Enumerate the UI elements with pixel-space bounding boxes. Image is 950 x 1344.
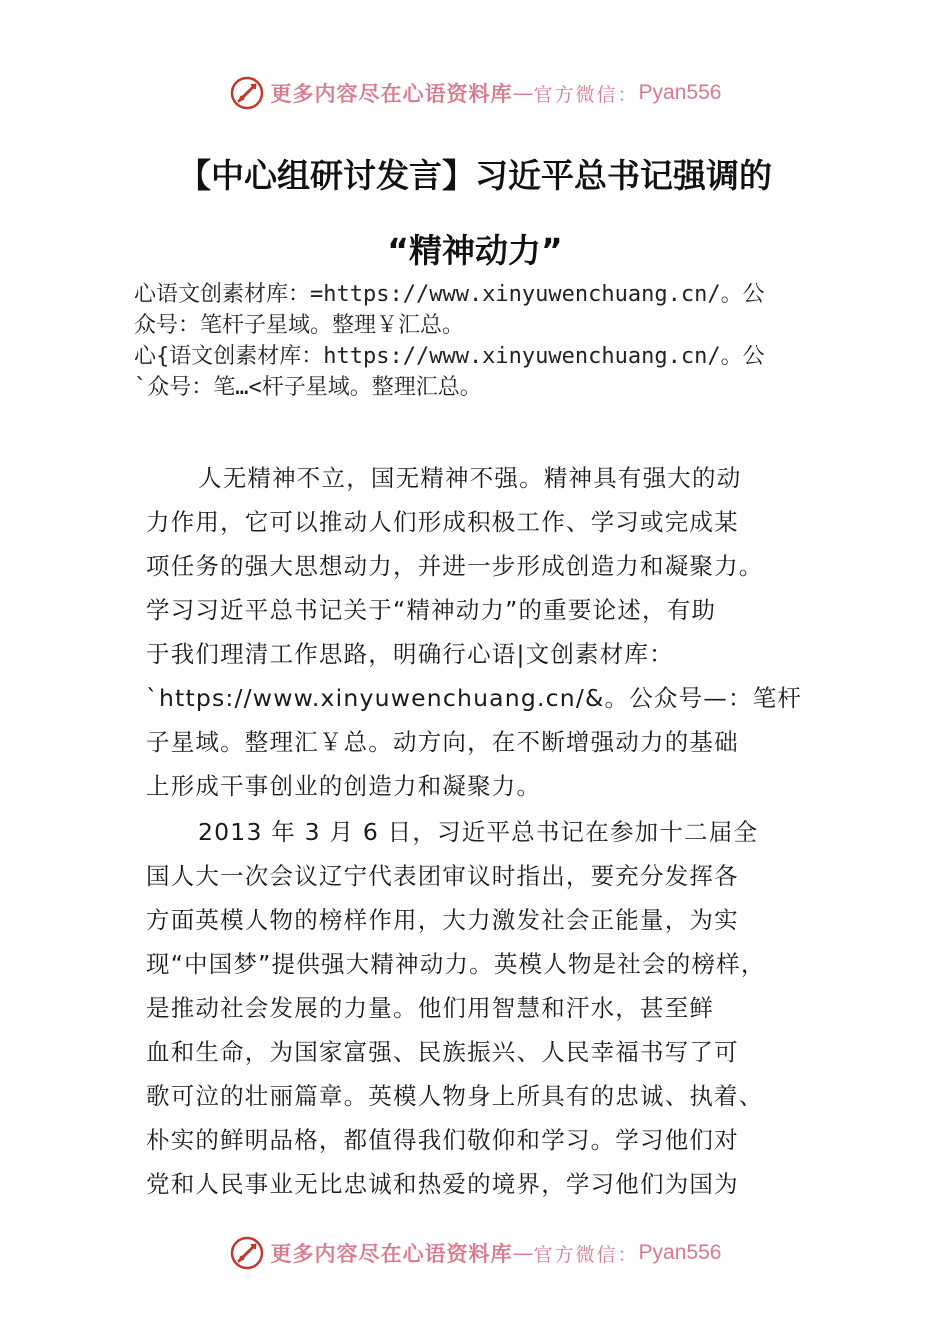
footer-banner bbox=[0, 1230, 950, 1276]
body-line: 人无精神不立，国无精神不强。精神具有强大的动 bbox=[198, 464, 742, 492]
banner-wechat-label: 官方微信： bbox=[533, 1243, 639, 1266]
body-line: 2013 年 3 月 6 日，习近平总书记在参加十二届全 bbox=[198, 818, 759, 846]
body-line: 朴实的鲜明品格，都值得我们敬仰和学习。学习他们对 bbox=[146, 1126, 739, 1154]
body-line: 项任务的强大思想动力，并进一步形成创造力和凝聚力。 bbox=[146, 552, 764, 580]
body-line: `https://www.xinyuwenchuang.cn/&。公众号—：笔杆 bbox=[146, 684, 803, 712]
banner-wechat-id: Pyan556 bbox=[638, 1241, 722, 1264]
pen-logo-icon bbox=[229, 1235, 265, 1271]
header-banner bbox=[0, 70, 950, 116]
body-line: 党和人民事业无比忠诚和热爱的境界，学习他们为国为 bbox=[146, 1170, 739, 1198]
body-line: 方面英模人物的榜样作用，大力激发社会正能量，为实 bbox=[146, 906, 739, 934]
body-line: 学习习近平总书记关于“精神动力”的重要论述，有助 bbox=[146, 596, 717, 624]
body-line: 现“中国梦”提供强大精神动力。英模人物是社会的榜样， bbox=[146, 950, 766, 978]
banner-text: 更多内容尽在心语资料库 bbox=[270, 81, 513, 106]
banner-text: 更多内容尽在心语资料库 bbox=[270, 1241, 513, 1266]
document-title-line-2: “精神动力” bbox=[387, 231, 563, 270]
source-line: `众号：笔…<杆子星域。整理汇总。 bbox=[134, 375, 482, 400]
body-line: 于我们理清工作思路，明确行心语|文创素材库： bbox=[146, 640, 674, 668]
body-line: 血和生命，为国家富强、民族振兴、人民幸福书写了可 bbox=[146, 1038, 739, 1066]
banner-separator: — bbox=[512, 1241, 534, 1265]
banner-wechat-id: Pyan556 bbox=[638, 81, 722, 104]
source-line: 心语文创素材库：=https://www.xinyuwenchuang.cn/。公 bbox=[134, 282, 765, 307]
body-line: 子星域。整理汇￥总。动方向，在不断增强动力的基础 bbox=[146, 728, 739, 756]
banner-wechat-label: 官方微信： bbox=[533, 83, 639, 106]
pen-logo-icon bbox=[229, 75, 265, 111]
source-line: 众号：笔杆子星域。整理￥汇总。 bbox=[134, 313, 465, 338]
body-line: 是推动社会发展的力量。他们用智慧和汗水，甚至鲜 bbox=[146, 994, 715, 1022]
banner-separator: — bbox=[512, 81, 534, 105]
document-title-line-1: 【中心组研讨发言】习近平总书记强调的 bbox=[178, 156, 772, 195]
body-line: 国人大一次会议辽宁代表团审议时指出，要充分发挥各 bbox=[146, 862, 739, 890]
body-line: 力作用，它可以推动人们形成积极工作、学习或完成某 bbox=[146, 508, 739, 536]
source-line: 心{语文创素材库：https://www.xinyuwenchuang.cn/。公 bbox=[134, 344, 765, 369]
body-line: 上形成干事创业的创造力和凝聚力。 bbox=[146, 772, 542, 800]
body-line: 歌可泣的壮丽篇章。英模人物身上所具有的忠诚、执着、 bbox=[146, 1082, 764, 1110]
